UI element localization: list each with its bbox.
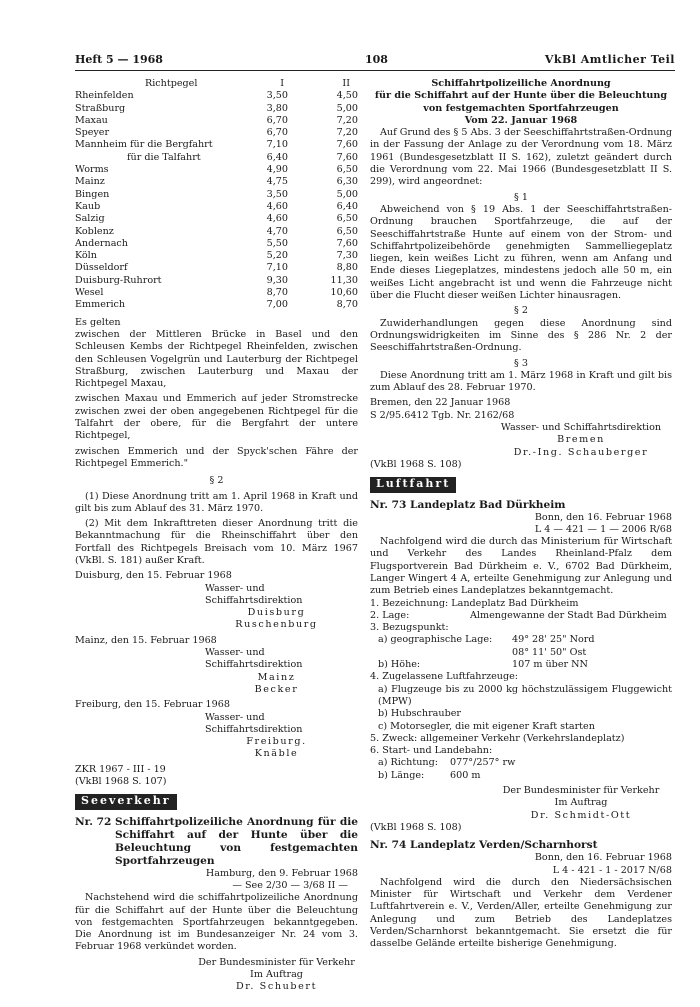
gauge-name: für die Talfahrt	[127, 151, 201, 163]
table-row	[75, 127, 358, 139]
value-ii: 5,00	[336, 188, 358, 200]
gauge-name: Köln	[75, 250, 97, 262]
decree-title-2: für die Schiffahrt auf der Hunte über die Beleuchtung	[374, 90, 668, 102]
gauge-name: Kaub	[75, 200, 101, 212]
nr72-signatory: Dr. Schubert	[235, 981, 318, 993]
es-gelten: Es gelten	[75, 316, 121, 328]
table-row	[75, 152, 358, 164]
value-i: 6,70	[266, 114, 288, 126]
nr73-minister: Der Bundesminister für Verkehr	[502, 785, 660, 797]
list-item	[370, 610, 672, 622]
table-row	[75, 189, 358, 201]
list-item: 1. Bezeichnung: Landeplatz Bad Dürkheim	[370, 597, 579, 609]
value-ii: 10,60	[330, 287, 358, 299]
nr73-heading	[370, 499, 672, 512]
table-row	[75, 201, 358, 213]
nr72-reference: — See 2/30 — 3/68 II —	[232, 879, 348, 891]
mainz-authority: Wasser- und Schiffahrtsdirektion	[205, 647, 303, 671]
table-row	[75, 238, 358, 250]
list-key: a) geographische Lage:	[378, 634, 493, 646]
list-item	[370, 757, 672, 769]
table-row	[75, 90, 358, 102]
list-item: 3. Bezugspunkt:	[370, 622, 449, 634]
list-item: 4. Zugelassene Luftfahrzeuge:	[370, 671, 519, 683]
nr73-date: Bonn, den 16. Februar 1968	[534, 511, 672, 523]
table-row	[75, 287, 358, 299]
nr73-list	[370, 598, 672, 782]
nr74-number: Nr. 74	[370, 839, 407, 852]
value-ii: 7,60	[336, 237, 358, 249]
value-i: 7,10	[266, 139, 288, 151]
value-i: 8,70	[266, 287, 288, 299]
gauge-name: Duisburg-Ruhrort	[75, 274, 162, 286]
value-i: 4,70	[266, 225, 288, 237]
nr72-heading	[75, 816, 358, 868]
list-item	[370, 647, 672, 659]
value-ii: 8,70	[336, 299, 358, 311]
paragraph-c: zwischen Emmerich und der Spyck'schen Fähre der Richtpegel Emmerich."	[75, 445, 358, 469]
value-ii: 6,40	[336, 200, 358, 212]
value-ii: 6,50	[336, 164, 358, 176]
list-item: b) Hubschrauber	[378, 708, 461, 720]
freiburg-city: Freiburg.	[246, 736, 307, 748]
nr72-body: Nachstehend wird die schiffahrtpolizeiliche Anordnung für die Schiffahrt auf der Hunte über die Beleuchtung von festgemachten Sportfahrzeugen bekanntgegeben. Die Anordnung ist im Bundesanzeiger Nr. 24 vom 3. Februar 1968 verkündet worden.	[75, 892, 358, 953]
header-rule	[75, 70, 675, 71]
duisburg-date: Duisburg, den 15. Februar 1968	[75, 570, 232, 582]
gauge-name: Salzig	[75, 213, 105, 225]
gauge-name: Andernach	[75, 237, 128, 249]
value-ii: 6,50	[336, 213, 358, 225]
gauge-name: Düsseldorf	[75, 262, 128, 274]
value-ii: 7,20	[336, 114, 358, 126]
table-row	[75, 262, 358, 274]
table-header-label: Richtpegel	[145, 78, 198, 89]
section-box-seeverkehr: Seeverkehr	[75, 794, 177, 809]
section-2-heading-right: § 2	[514, 305, 528, 317]
section-3-heading: § 3	[514, 357, 528, 369]
value-i: 4,75	[266, 176, 288, 188]
nr73-signatory: Dr. Schmidt-Ott	[530, 809, 632, 821]
mainz-signatory: Becker	[254, 683, 299, 695]
list-key: b) Länge:	[378, 769, 425, 781]
table-header-row	[75, 78, 358, 90]
list-value: 600 m	[450, 769, 481, 781]
value-i: 5,20	[266, 250, 288, 262]
gauge-name: Mainz	[75, 176, 105, 188]
value-ii: 8,80	[336, 262, 358, 274]
nr72-number: Nr. 72	[75, 815, 112, 828]
table-header-col2: II	[342, 78, 350, 89]
gauge-name: Straßburg	[75, 102, 126, 114]
table-row	[75, 213, 358, 225]
value-ii: 7,20	[336, 127, 358, 139]
bremen-signatory: Dr.-Ing. Schauberger	[513, 446, 649, 458]
nr74-body: Nachfolgend wird die durch den Niedersächsischen Minister für Wirtschaft und Verkehr dem Verdener Luftfahrtverein e. V., Verden/Aller, erteilte Genehmigung zur Anlegung und zum Betrieb des Landeplatzes Verden/Scharnhorst bekanntgemacht. Sie ersetzt die für dasselbe Gelände erteilte bisherige Genehmigung.	[370, 876, 672, 950]
mainz-city: Mainz	[257, 671, 296, 683]
gauge-name: Koblenz	[75, 225, 114, 237]
freiburg-authority: Wasser- und Schiffahrtsdirektion	[205, 711, 303, 735]
issue-label: Heft 5 — 1968	[75, 53, 163, 66]
nr73-number: Nr. 73	[370, 498, 407, 511]
list-item: 6. Start- und Landebahn:	[370, 745, 493, 757]
decree-title-4: Vom 22. Januar 1968	[464, 114, 578, 126]
value-ii: 6,30	[336, 176, 358, 188]
bremen-authority: Wasser- und Schiffahrtsdirektion	[500, 422, 662, 434]
vkbl-reference-2: (VkBl 1968 S. 108)	[370, 458, 462, 470]
gauge-name: Mannheim für die Bergfahrt	[75, 139, 213, 151]
value-i: 4,60	[266, 200, 288, 212]
paragraph-b: zwischen Maxau und Emmerich auf jeder Stromstrecke zwischen zwei der oben angegebenen Richtpegel für die Talfahrt der obere, für die Bergfahrt der untere Richtpegel,	[75, 393, 358, 442]
nr72-minister: Der Bundesminister für Verkehr	[198, 956, 355, 968]
publication-title: VkBl Amtlicher Teil	[544, 53, 675, 66]
value-i: 7,10	[266, 262, 288, 274]
decree-title-3: von festgemachten Sportfahrzeugen	[423, 102, 619, 114]
table-header-col1: I	[280, 78, 284, 89]
gauge-name: Maxau	[75, 114, 108, 126]
list-key: 2. Lage:	[370, 609, 410, 621]
table-row	[75, 139, 358, 151]
zkr-reference: ZKR 1967 - III - 19	[75, 763, 166, 775]
gauge-name: Wesel	[75, 287, 104, 299]
list-item: 5. Zweck: allgemeiner Verkehr (Verkehrslandeplatz)	[370, 732, 625, 744]
value-i: 7,00	[266, 299, 288, 311]
value-i: 5,50	[266, 237, 288, 249]
section-2-para-1: (1) Diese Anordnung tritt am 1. April 1968 in Kraft und gilt bis zum Ablauf des 31. März 1970.	[75, 490, 358, 514]
paragraph-a: zwischen der Mittleren Brücke in Basel und den Schleusen Kembs der Richtpegel Rheinfelden, zwischen den Schleusen Vogelgrün und Lauterburg der Richtpegel Straßburg, zwischen Lauterburg und Maxau der Richtpegel Maxau,	[75, 328, 358, 390]
list-value: 49° 28' 25" Nord	[512, 634, 595, 646]
richtpegel-table	[75, 78, 358, 312]
table-row	[75, 299, 358, 311]
table-row	[75, 176, 358, 188]
freiburg-date: Freiburg, den 15. Februar 1968	[75, 699, 230, 711]
section-2-para-2: (2) Mit dem Inkrafttreten dieser Anordnung tritt die Bekanntmachung für die Rheinschiffahrt über den Fortfall des Richtpegels Breisach vom 10. März 1967 (VkBl. S. 181) außer Kraft.	[75, 518, 358, 566]
left-column	[75, 78, 358, 994]
bremen-reference: S 2/95.6412 Tgb. Nr. 2162/68	[370, 409, 515, 421]
list-item: c) Motorsegler, die mit eigener Kraft starten	[378, 720, 595, 732]
value-i: 4,90	[266, 164, 288, 176]
section-2-heading: § 2	[209, 475, 224, 487]
gauge-name: Emmerich	[75, 299, 126, 311]
vkbl-reference-3: (VkBl 1968 S. 108)	[370, 821, 462, 833]
value-ii: 4,50	[336, 90, 358, 102]
page-header	[75, 52, 675, 68]
duisburg-city: Duisburg	[247, 607, 306, 619]
vkbl-reference-1: (VkBl 1968 S. 107)	[75, 776, 167, 788]
mainz-date: Mainz, den 15. Februar 1968	[75, 634, 217, 646]
value-ii: 7,60	[336, 139, 358, 151]
value-ii: 11,30	[330, 274, 358, 286]
list-item	[370, 659, 672, 671]
nr74-reference: L 4 - 421 - 1 - 2017 N/68	[552, 864, 672, 876]
value-i: 9,30	[266, 274, 288, 286]
value-i: 6,40	[266, 151, 288, 163]
nr73-reference: L 4 — 421 — 1 — 2006 R/68	[534, 523, 672, 535]
bremen-date: Bremen, den 22 Januar 1968	[370, 397, 511, 409]
nr74-date: Bonn, den 16. Februar 1968	[534, 852, 672, 864]
list-item	[370, 634, 672, 646]
freiburg-signatory: Knäble	[254, 748, 299, 760]
table-row	[75, 115, 358, 127]
gauge-name: Bingen	[75, 188, 110, 200]
duisburg-signatory: Ruschenburg	[235, 619, 318, 631]
value-ii: 6,50	[336, 225, 358, 237]
list-value: 077°/257° rw	[450, 757, 516, 769]
section-2-text-right: Zuwiderhandlungen gegen diese Anordnung sind Ordnungswidrigkeiten im Sinne des § 286 Nr. 2 der Seeschiffahrtstraßen-Ordnung.	[370, 317, 672, 354]
list-value: 107 m über NN	[512, 659, 588, 671]
table-row	[75, 275, 358, 287]
value-i: 3,50	[266, 188, 288, 200]
nr74-heading	[370, 839, 672, 852]
section-1-heading: § 1	[514, 191, 528, 203]
section-3-text: Diese Anordnung tritt am 1. März 1968 in Kraft und gilt bis zum Ablauf des 28. Februar 1970.	[370, 369, 672, 394]
nr73-body: Nachfolgend wird die durch das Ministerium für Wirtschaft und Verkehr des Landes Rheinland-Pfalz dem Flugsportverein Bad Dürkheim e. V., 6702 Bad Dürkheim, Langer Wingert 4 A, erteilte Genehmigung zur Anlegung und zum Betrieb eines Landeplatzes bekanntgemacht.	[370, 536, 672, 597]
list-key: b) Höhe:	[378, 659, 421, 671]
value-i: 3,80	[266, 102, 288, 114]
nr72-title: Schiffahrtpolizeiliche Anordnung für die Schiffahrt auf der Hunte über die Beleuchtung von festgemachten Sportfahrzeugen	[115, 815, 358, 867]
nr73-title: Landeplatz Bad Dürkheim	[410, 498, 566, 511]
nr72-auftrag: Im Auftrag	[250, 969, 303, 980]
list-item	[370, 770, 672, 782]
right-column	[370, 78, 672, 951]
page-number: 108	[365, 53, 388, 66]
value-i: 3,50	[266, 90, 288, 102]
value-ii: 5,00	[336, 102, 358, 114]
list-value: Almengewanne der Stadt Bad Dürkheim	[470, 609, 667, 621]
nr74-title: Landeplatz Verden/Scharnhorst	[410, 839, 598, 852]
gauge-name: Speyer	[75, 127, 110, 139]
list-key: a) Richtung:	[378, 757, 438, 769]
table-row	[75, 164, 358, 176]
list-item: a) Flugzeuge bis zu 2000 kg höchstzulässigem Fluggewicht (MPW)	[378, 683, 672, 707]
section-box-luftfahrt: Luftfahrt	[370, 477, 456, 492]
gauge-name: Rheinfelden	[75, 90, 134, 102]
gauge-name: Worms	[75, 164, 109, 176]
value-ii: 7,30	[336, 250, 358, 262]
duisburg-authority: Wasser- und Schiffahrtsdirektion	[205, 582, 303, 606]
table-row	[75, 226, 358, 238]
value-ii: 7,60	[336, 151, 358, 163]
nr73-auftrag: Im Auftrag	[554, 797, 608, 809]
table-row	[75, 103, 358, 115]
value-i: 6,70	[266, 127, 288, 139]
decree-intro: Auf Grund des § 5 Abs. 3 der Seeschiffahrtstraßen-Ordnung in der Fassung der Anlage zu der Verordnung vom 18. März 1961 (Bundesgesetzblatt II S. 162), zuletzt geändert durch die Verordnung vom 22. Mai 1966 (Bundesgesetzblatt II S. 299), wird angeordnet:	[370, 127, 672, 188]
bremen-city: Bremen	[557, 434, 605, 446]
value-i: 4,60	[266, 213, 288, 225]
table-row	[75, 250, 358, 262]
nr72-date: Hamburg, den 9. Februar 1968	[205, 867, 358, 879]
list-value: 08° 11' 50" Ost	[512, 646, 587, 658]
decree-title-1: Schiffahrtpolizeiliche Anordnung	[431, 78, 611, 89]
section-1-text: Abweichend von § 19 Abs. 1 der Seeschiffahrtstraßen-Ordnung brauchen Sportfahrzeuge, die auf der Seeschiffahrtstraße Hunte auf einem von der Strom- und Schiffahrtpolizeibehörde genehmigten Sammelliegeplatz liegen, kein weißes Licht zu führen, wenn am Anfang und Ende dieses Liegeplatzes, mindestens jedoch alle 50 m, ein weißes Licht angebracht ist und wenn die Fahrzeuge nicht über die Flucht dieser weißen Lichter hinausragen.	[370, 203, 672, 302]
